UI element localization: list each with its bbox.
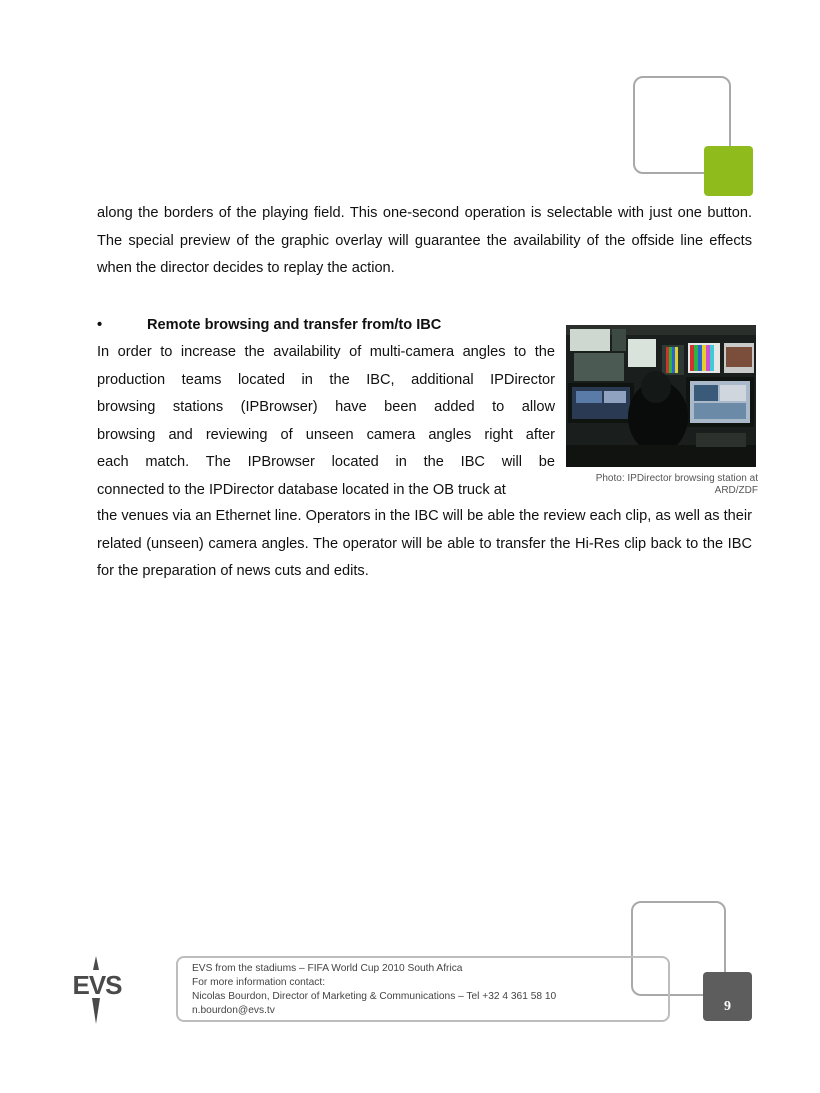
- footer-line: EVS from the stadiums – FIFA World Cup 2010 South Africa: [192, 963, 463, 974]
- decorative-green-square: [704, 146, 753, 196]
- paragraph-line: browsing stations (IPBrowser) have been added to allow: [97, 399, 555, 415]
- paragraph-line: browsing and reviewing of unseen camera angles right after: [97, 426, 555, 443]
- paragraph-continuation: the venues via an Ethernet line. Operators in the IBC will be able the review each clip, as well as their related (unseen) camera angles. The operator will be able to transfer the Hi-Res clip back to the IBC for the preparation of news cuts and edits.: [97, 508, 752, 579]
- paragraph-line: connected to the IPDirector database located in the OB truck at: [97, 481, 506, 498]
- evs-logo-text: EVS: [72, 970, 122, 1000]
- section-heading: [97, 312, 441, 340]
- page-number: 9: [724, 999, 731, 1014]
- footer-contact: [192, 962, 556, 1018]
- footer-email: n.bourdon@evs.tv: [192, 1005, 275, 1016]
- photo-browsing-station: [566, 325, 756, 467]
- paragraph-line: In order to increase the availability of multi-camera angles to the: [97, 344, 555, 360]
- footer-line: For more information contact:: [192, 977, 326, 988]
- section-wrapped-paragraph: [97, 339, 555, 504]
- footer-line: Nicolas Bourdon, Director of Marketing & Communications – Tel +32 4 361 58 10: [192, 991, 557, 1002]
- bullet-point: •: [97, 317, 103, 333]
- section-heading-text: Remote browsing and transfer from/to IBC: [147, 317, 442, 333]
- paragraph-line: each match. The IPBrowser located in the IBC will be: [97, 454, 555, 470]
- evs-logo: [68, 956, 126, 1024]
- photo-caption: Photo: IPDirector browsing station at ARD/ZDF: [595, 473, 758, 496]
- paragraph-line: production teams located in the IBC, additional IPDirector: [97, 371, 555, 388]
- paragraph-intro: along the borders of the playing field. This one-second operation is selectable with just one button. The special preview of the graphic overlay will guarantee the availability of the offside line effects when the director decides to replay the action.: [97, 205, 752, 276]
